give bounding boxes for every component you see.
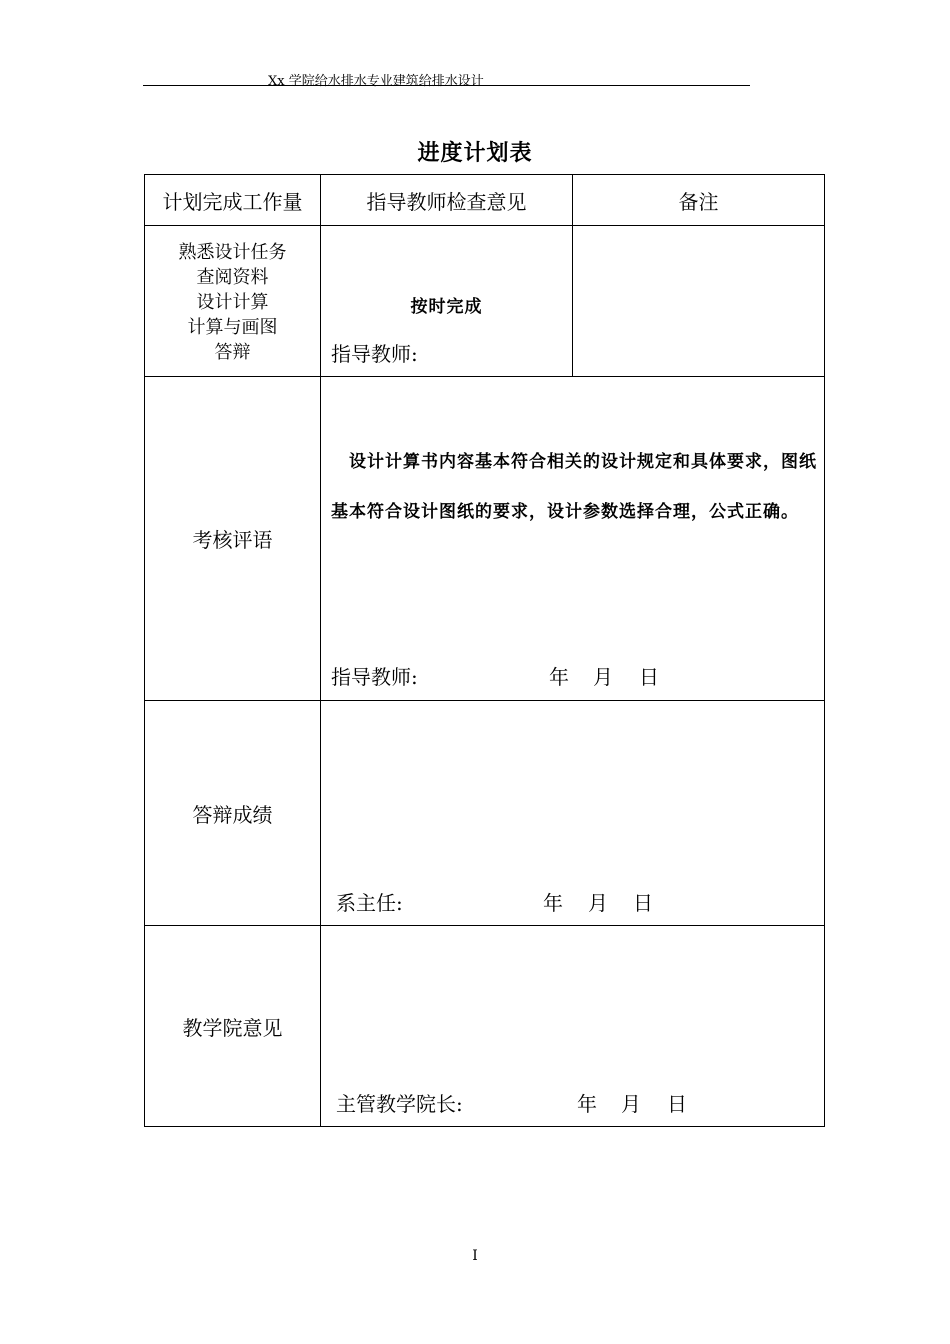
check-opinion-cell <box>321 226 573 377</box>
date-month: 月 <box>621 1092 641 1116</box>
defense-label: 答辩成绩 <box>145 701 321 926</box>
defense-cell <box>321 701 825 926</box>
college-opinion-label: 教学院意见 <box>145 926 321 1127</box>
plan-item: 答辩 <box>214 342 251 363</box>
table-header-row <box>145 175 825 226</box>
assessment-text: 设计计算书内容基本符合相关的设计规定和具体要求，图纸基本符合设计图纸的要求，设计参数选择合理，公式正确。 <box>331 452 817 522</box>
date-day: 日 <box>639 665 659 689</box>
college-opinion-row <box>145 926 825 1127</box>
plan-item: 查阅资料 <box>196 267 269 288</box>
page-header-text: Xx 学院给水排水专业建筑给排水设计 <box>268 74 484 89</box>
header-remarks: 备注 <box>573 175 825 226</box>
defense-sign-label: 系主任: <box>336 891 403 915</box>
header-teacher-opinion: 指导教师检查意见 <box>321 175 573 226</box>
header-rule <box>143 85 750 86</box>
plan-item: 熟悉设计任务 <box>178 242 287 263</box>
college-sign-label: 主管教学院长: <box>336 1092 463 1116</box>
date-day: 日 <box>667 1092 687 1116</box>
defense-row <box>145 701 825 926</box>
date-year: 年 <box>549 665 569 689</box>
progress-plan-table <box>144 174 825 1127</box>
teacher-sign-label: 指导教师: <box>331 342 418 366</box>
remarks-cell <box>573 226 825 377</box>
plan-item: 设计计算 <box>196 292 269 313</box>
plan-items-cell <box>145 226 321 377</box>
date-month: 月 <box>593 665 613 689</box>
assessment-row <box>145 377 825 701</box>
assessment-sign-label: 指导教师: <box>331 665 418 689</box>
plan-row <box>145 226 825 377</box>
assessment-cell <box>321 377 825 701</box>
plan-item: 计算与画图 <box>187 317 278 338</box>
check-opinion-text: 按时完成 <box>410 297 483 317</box>
document-title: 进度计划表 <box>417 140 533 166</box>
date-month: 月 <box>588 891 608 915</box>
date-day: 日 <box>633 891 653 915</box>
header-plan-workload: 计划完成工作量 <box>145 175 321 226</box>
date-year: 年 <box>577 1092 597 1116</box>
plan-items-list <box>145 226 320 365</box>
page-number: I <box>472 1248 478 1264</box>
assessment-label: 考核评语 <box>145 377 321 701</box>
date-year: 年 <box>543 891 563 915</box>
college-opinion-cell <box>321 926 825 1127</box>
